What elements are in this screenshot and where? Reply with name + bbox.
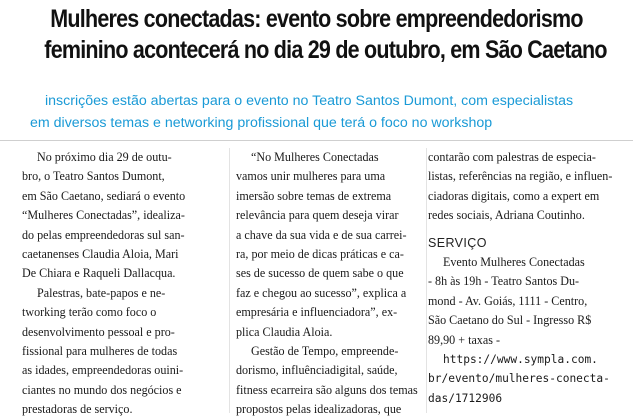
paragraph-line: ra, por meio de dicas práticas e ca- [236,247,404,262]
paragraph-line: listas, referências na região, e influen- [428,169,613,184]
divider [0,140,633,141]
paragraph-line: dorismo, influênciadigital, saúde, [236,363,398,378]
servico-heading: SERVIÇO [428,235,487,250]
column-rule [229,148,230,413]
headline-line-1: Mulheres conectadas: evento sobre empreendedorismo [50,5,583,33]
paragraph-line: faz e chegou ao sucesso”, explica a [236,285,407,300]
paragraph-line: do pelas empreendedoras sul san- [22,227,185,242]
servico-line: - 8h às 19h - Teatro Santos Du- [428,274,580,289]
paragraph-line: Palestras, bate-papos e ne- [37,285,166,300]
paragraph-line: desenvolvimento pessoal e pro- [22,324,175,339]
paragraph-line: De Chiara e Raqueli Dallacqua. [22,266,176,281]
paragraph-line: plica Claudia Aloia. [236,324,333,339]
paragraph-line: “No Mulheres Conectadas [251,150,379,164]
subhead-line-2: em diversos temas e networking profissional que terá o foco no workshop [30,115,493,131]
paragraph-line: caetanenses Claudia Aloia, Mari [22,247,179,262]
paragraph-line: bro, o Teatro Santos Dumont, [22,169,165,184]
paragraph-line: redes sociais, Adriana Coutinho. [428,208,585,223]
servico-line: São Caetano do Sul - Ingresso R$ [428,313,592,328]
paragraph-line: as idades, empreendedoras ouini- [22,363,184,378]
article-column-1 [22,148,222,420]
column-rule [426,148,427,413]
paragraph-line: em São Caetano, sediará o evento [22,188,186,203]
paragraph-line: No próximo dia 29 de outu- [37,150,172,164]
paragraph-line: empresária e influenciadora”, ex- [236,305,398,320]
servico-line: 89,90 + taxas - [428,332,500,347]
paragraph-line: contarão com palestras de especia- [428,150,596,164]
article-subhead [30,90,630,134]
paragraph-line: a chave da sua vida e de sua carrei- [236,227,407,242]
paragraph-line: ciantes no mundo dos negócios e [22,382,182,397]
paragraph-line: ses de sucesso de quem sabe o que [236,266,404,281]
paragraph-line: fissional para mulheres de todas [22,344,178,359]
article-column-2 [236,148,426,420]
article-headline [44,4,607,66]
paragraph-line: ciadoras digitais, como a expert em [428,188,600,203]
servico-line: Evento Mulheres Conectadas [443,255,585,270]
servico-line: mond - Av. Goiás, 1111 - Centro, [428,293,588,308]
paragraph-line: imersão sobre temas de extrema [236,188,392,203]
paragraph-line: vamos unir mulheres para uma [236,169,386,184]
paragraph-line: fitness ecarreira são alguns dos temas [236,382,418,397]
headline-line-2: feminino acontecerá no dia 29 de outubro, em São Caetano [44,36,607,64]
paragraph-line: relevância para quem deseja virar [236,208,399,223]
event-url[interactable]: https://www.sympla.com. [443,353,598,367]
event-url[interactable]: das/1712906 [428,391,503,405]
event-url[interactable]: br/evento/mulheres-conecta- [428,372,610,386]
paragraph-line: propostos pelas idealizadoras, que [236,402,402,417]
paragraph-line: prestadoras de serviço. [22,402,133,417]
paragraph-line: “Mulheres Conectadas”, idealiza- [22,208,185,223]
article-column-3 [428,148,628,408]
paragraph-line: tworking terão como foco o [22,305,157,320]
paragraph-line: Gestão de Tempo, empreende- [251,344,399,359]
subhead-line-1: inscrições estão abertas para o evento no Teatro Santos Dumont, com especialistas [45,93,574,109]
